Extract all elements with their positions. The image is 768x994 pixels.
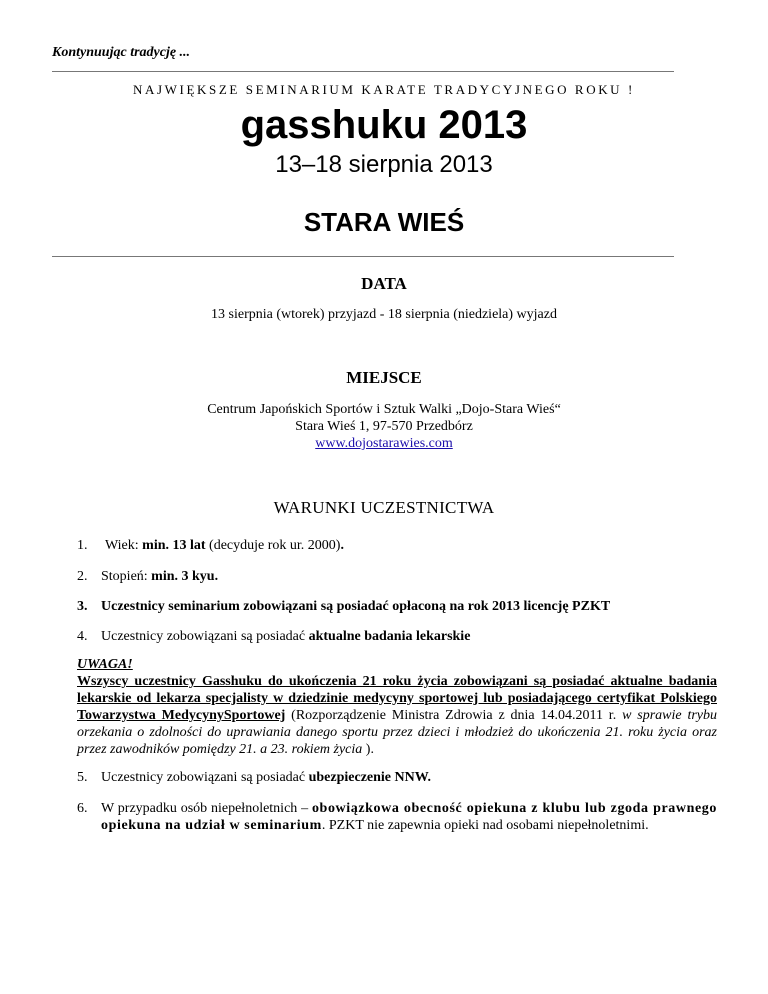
item-bold: aktualne badania lekarskie xyxy=(308,629,471,644)
warning-italic-text: w sprawie trybu orzekania o zdolności do uprawiania danego sportu przez dzieci i młodzież do ukończenia 21. roku życia oraz przez zawodników pomiędzy 21. a 23. rokiem życia xyxy=(77,708,717,757)
condition-item-3 xyxy=(77,598,717,615)
item-end: . xyxy=(340,538,344,553)
item-number: 3. xyxy=(77,599,88,614)
venue-address: Stara Wieś 1, 97-570 Przedbórz xyxy=(295,419,473,434)
header-divider xyxy=(52,256,674,257)
warning-end: ). xyxy=(362,742,374,757)
data-text: 13 sierpnia (wtorek) przyjazd - 18 sierpnia (niedziela) wyjazd xyxy=(211,307,557,322)
subtitle: NAJWIĘKSZE SEMINARIUM KARATE TRADYCYJNEGO ROKU ! xyxy=(133,82,635,97)
item-number: 1. xyxy=(77,538,88,553)
item-number: 6. xyxy=(77,801,88,816)
warning-plain-text: (Rozporządzenie Ministra Zdrowia z dnia 14.04.2011 r. xyxy=(285,708,623,723)
top-divider xyxy=(52,71,674,72)
venue-link-row xyxy=(52,435,716,452)
venue-website-link[interactable]: www.dojostarawies.com xyxy=(315,436,453,451)
event-place: STARA WIEŚ xyxy=(303,207,465,237)
item-text: Stopień: xyxy=(101,569,152,584)
event-dates: 13–18 sierpnia 2013 xyxy=(275,151,493,178)
condition-item-4 xyxy=(77,628,717,645)
event-title: gasshuku 2013 xyxy=(240,103,528,147)
item-bold: Uczestnicy seminarium zobowiązani są posiadać opłaconą na rok 2013 licencję PZKT xyxy=(101,599,611,614)
condition-item-5 xyxy=(77,769,717,786)
item-text: Uczestnicy zobowiązani są posiadać xyxy=(101,770,309,785)
item-text-post: . PZKT nie zapewnia opieki nad osobami niepełnoletnimi. xyxy=(321,818,649,833)
item-number: 5. xyxy=(77,770,88,785)
item-number: 2. xyxy=(77,569,88,584)
motto: Kontynuując tradycję ... xyxy=(52,45,191,60)
item-bold: ubezpieczenie NNW. xyxy=(308,770,431,785)
warning-bold-text: Wszyscy uczestnicy Gasshuku do ukończenia 21 roku życia zobowiązani są posiadać aktualne badania lekarskie od lekarza specjalisty w dziedzinie medycyny sportowej lub posiadającego certyfikat Polskiego Towarzystwa MedycynySportowej xyxy=(77,674,717,723)
item-bold: min. 13 lat xyxy=(142,538,206,553)
venue-name: Centrum Japońskich Sportów i Sztuk Walki „Dojo-Stara Wieś“ xyxy=(207,402,561,417)
item-text: Wiek: xyxy=(105,538,143,553)
warunki-heading: WARUNKI UCZESTNICTWA xyxy=(273,498,495,517)
condition-item-6 xyxy=(77,800,717,834)
item-text: W przypadku osób niepełnoletnich – xyxy=(101,801,312,816)
item-bold: obowiązkowa obecność opiekuna z klubu lub zgoda prawnego opiekuna na udział w seminarium xyxy=(101,801,717,833)
miejsce-heading: MIEJSCE xyxy=(346,368,422,387)
warning-note xyxy=(77,656,717,758)
item-text: Uczestnicy zobowiązani są posiadać xyxy=(101,629,309,644)
warning-label: UWAGA! xyxy=(77,657,133,672)
item-bold: min. 3 kyu. xyxy=(151,569,219,584)
condition-item-2 xyxy=(77,568,717,585)
condition-item-1 xyxy=(77,537,717,554)
data-heading: DATA xyxy=(361,274,407,293)
item-number: 4. xyxy=(77,629,88,644)
item-text-post: (decyduje rok ur. 2000) xyxy=(205,538,341,553)
